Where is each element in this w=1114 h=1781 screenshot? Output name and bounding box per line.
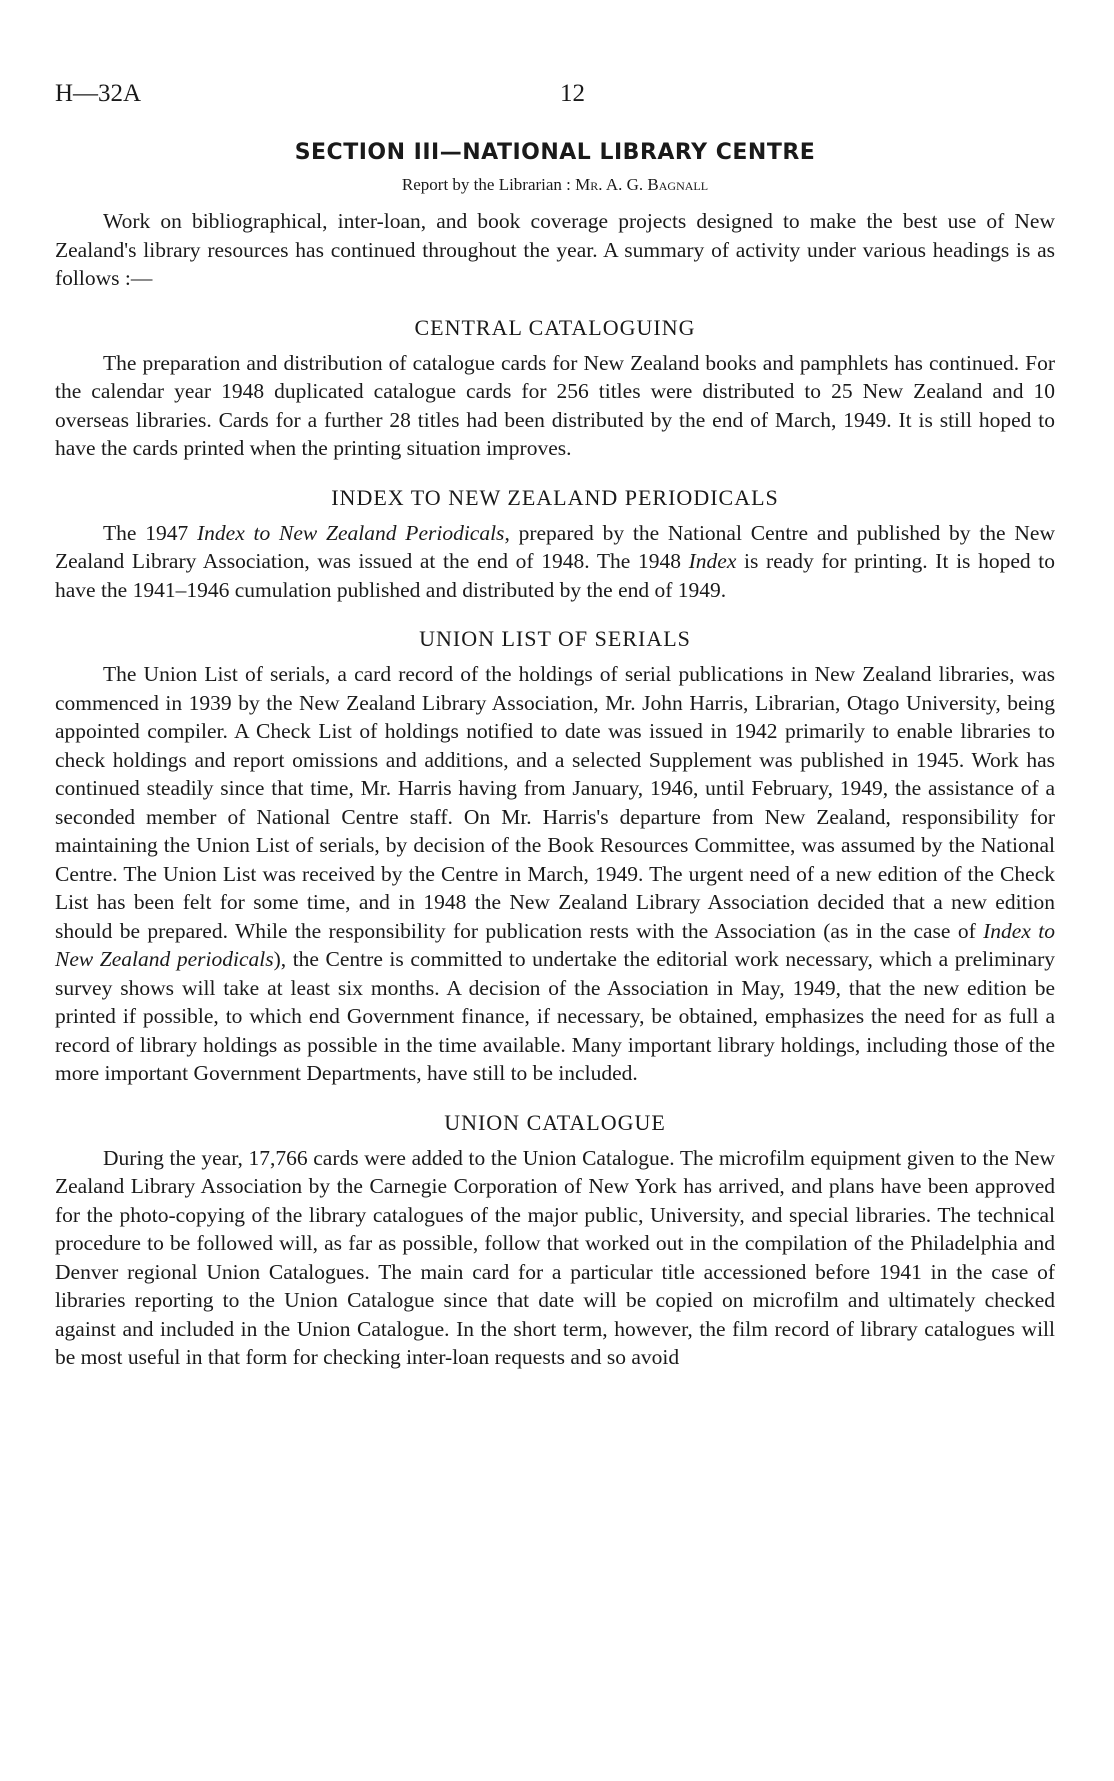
section-title: SECTION III—NATIONAL LIBRARY CENTRE [294,140,816,165]
document-page [55,80,1055,1372]
union-catalogue-paragraph: During the year, 17,766 cards were added to the Union Catalogue. The microfilm equipment given to the New Zealand Library Association by the Carnegie Corporation of New York has arrived, and plans have been approved for the photo-copying of the library catalogues of the major public, University, and special libraries. The technical procedure to be followed will, as far as possible, follow that worked out in the compilation of the Philadelphia and Denver regional Union Catalogues. The main card for a particular title accessioned before 1941 in the case of libraries reporting to the Union Catalogue since that date will be copied on microfilm and ultimately checked against and included in the Union Catalogue. In the short term, however, the film record of library catalogues will be most useful in that form for checking inter-loan requests and so avoid [55,1145,1055,1369]
page-header [55,80,1055,120]
report-byline [55,175,1055,195]
page-number: 12 [560,80,585,107]
heading-union-catalogue: UNION CATALOGUE [444,1109,666,1135]
report-prefix: Report by the Librarian : [401,175,571,194]
union-list-paragraph: The Union List of serials, a card record of the holdings of serial publications in New Zealand libraries, was commenced in 1939 by the New Zealand Library Association, Mr. John Harris, Librarian, Otago University, being appointed compiler. A Check List of holdings notified to date was issued in 1942 primarily to enable libraries to check holdings and report omissions and additions, and a selected Supplement was published in 1945. Work has continued steadily since that time, Mr. Harris having from January, 1946, until February, 1949, the assistance of a seconded member of National Centre staff. On Mr. Harris's departure from New Zealand, responsibility for maintaining the Union List of serials, by decision of the Book Resources Committee, was assumed by the National Centre. The Union List was received by the Centre in March, 1949. The urgent need of a new edition of the Check List has been felt for some time, and in 1948 the New Zealand Library Association decided that a new edition should be prepared. While the responsibility for publication rests with the Association (as in the case of Index to New Zealand periodicals), the Centre is committed to undertake the editorial work necessary, which a preliminary survey shows will take at least six months. A decision of the Association in May, 1949, that the new edition be printed if possible, to which end Government finance, if necessary, be obtained, emphasizes the need for as full a record of library holdings as possible in the time available. Many important library holdings, including those of the more important Government Departments, have still to be included. [55,662,1056,1085]
heading-index-periodicals: INDEX TO NEW ZEALAND PERIODICALS [331,484,779,510]
index-periodicals-paragraph: The 1947 Index to New Zealand Periodicals, prepared by the National Centre and published by the New Zealand Library Association, was issued at the end of 1948. The 1948 Index is ready for printing. It is hoped to have the 1941–1946 cumulation published and distributed by the end of 1949. [55,520,1055,602]
report-author: Mr. A. G. Bagnall [575,175,709,194]
central-cataloguing-paragraph: The preparation and distribution of catalogue cards for New Zealand books and pamphlets has continued. For the calendar year 1948 duplicated catalogue cards for 256 titles were distributed to 25 New Zealand and 10 overseas libraries. Cards for a further 28 titles had been distributed by the end of March, 1949. It is still hoped to have the cards printed when the printing situation improves. [55,350,1055,460]
document-code: H—32A [55,80,142,107]
intro-paragraph: Work on bibliographical, inter-loan, and book coverage projects designed to make the best use of New Zealand's library resources has continued throughout the year. A summary of activity under various headings is as follows :— [55,209,1055,290]
heading-union-list: UNION LIST OF SERIALS [419,626,691,651]
heading-central-cataloguing: CENTRAL CATALOGUING [414,314,696,340]
